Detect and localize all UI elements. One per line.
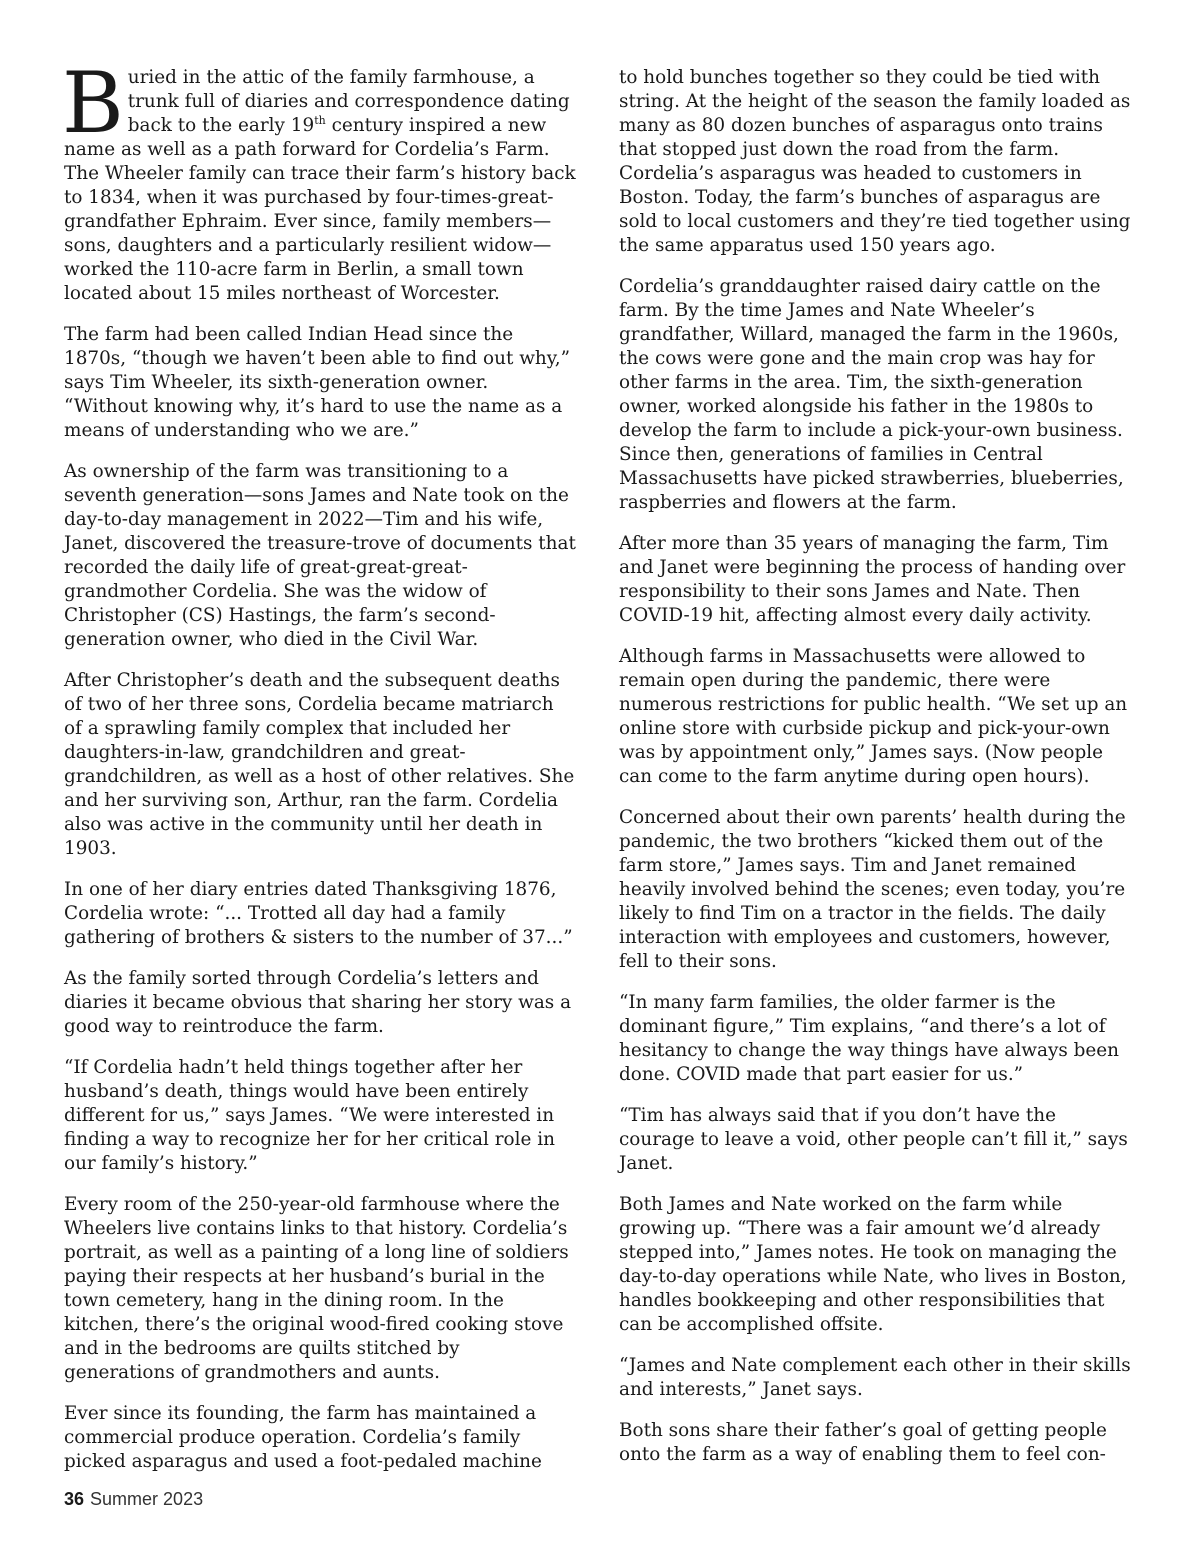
page-number: 36 [64,1489,85,1509]
paragraph-intro-text-a: uried in the attic of the family farmhouse, a trunk full of diaries and correspondence dating back to the early 19 [127,67,570,136]
paragraph-intro [62,54,576,306]
paragraph-right-9: “James and Nate complement each other in their skills and interests,” Janet says. [619,1355,1131,1400]
paragraph-right-8: Both James and Nate worked on the farm while growing up. “There was a fair amount we’d already stepped into,” James notes. He took on managing the day-to-day operations while Nate, who lives in Boston, handles bookkeeping and other responsibilities that can be accomplished offsite. [619,1194,1127,1335]
paragraph-right-5: Concerned about their own parents’ health during the pandemic, the two brothers “kicked them out of the farm store,” James says. Tim and Janet remained heavily involved behind the scenes; even today, you’re likely to find Tim on a tractor in the fields. The daily interaction with employees and customers, however, fell to their sons. [619,807,1126,972]
paragraph-left-6: As the family sorted through Cordelia’s letters and diaries it became obvious that sharing her story was a good way to reintroduce the farm. [64,968,572,1037]
paragraph-left-5: In one of her diary entries dated Thanksgiving 1876, Cordelia wrote: “... Trotted all day had a family gathering of brothers & sisters to the number of 37...” [64,879,573,948]
paragraph-right-4: Although farms in Massachusetts were allowed to remain open during the pandemic, there were numerous restrictions for public health. “We set up an online store with curbside pickup and pick-your-own was by appointment only,” James says. (Now people can come to the farm anytime during open hours). [619,646,1128,787]
paragraph-right-1: to hold bunches together so they could be tied with string. At the height of the season the family loaded as many as 80 dozen bunches of asparagus onto trains that stopped just down the road from the farm. Cordelia’s asparagus was headed to customers in Boston. Today, the farm’s bunches of asparagus are sold to local customers and they’re tied together using the same apparatus used 150 years ago. [619,67,1131,256]
paragraph-right-3: After more than 35 years of managing the farm, Tim and Janet were beginning the process of handing over responsibility to their sons James and Nate. Then COVID-19 hit, affecting almost every daily activity. [619,533,1126,626]
paragraph-left-8: Every room of the 250-year-old farmhouse where the Wheelers live contains links to that history. Cordelia’s portrait, as well as a painting of a long line of soldiers paying their respects at her husband’s burial in the town cemetery, hang in the dining room. In the kitchen, there’s the original wood-fired cooking stove and in the bedrooms are quilts stitched by generations of grandmothers and aunts. [64,1194,569,1383]
paragraph-left-7: “If Cordelia hadn’t held things together after her husband’s death, things would have been entirely different for us,” says James. “We were interested in finding a way to recognize her for her critical role in our family’s history.” [64,1057,555,1174]
paragraph-right-10: Both sons share their father’s goal of getting people onto the farm as a way of enabling them to feel con- [619,1420,1107,1465]
paragraph-right-7: “Tim has always said that if you don’t have the courage to leave a void, other people can’t fill it,” says Janet. [619,1105,1128,1174]
issue-label: Summer 2023 [90,1489,204,1509]
paragraph-left-3: As ownership of the farm was transitioning to a seventh generation—sons James and Nate took on the day-to-day management in 2022—Tim and his wife, Janet, discovered the treasure-trove of documents that recorded the daily life of great-great-great-grandmother Cordelia. She was the widow of Christopher (CS) Hastings, the farm’s second-generation owner, who died in the Civil War. [64,461,576,650]
drop-cap: B [62,54,124,152]
paragraph-left-9: Ever since its founding, the farm has maintained a commercial produce operation. Cordelia’s family picked asparagus and used a foot-pedaled machine [64,1403,542,1472]
paragraph-left-4: After Christopher’s death and the subsequent deaths of two of her three sons, Cordelia became matriarch of a sprawling family complex that included her daughters-in-law, grandchildren and great-grandchildren, as well as a host of other relatives. She and her surviving son, Arthur, ran the farm. Cordelia also was active in the community until her death in 1903. [64,670,575,859]
left-column [62,54,576,1491]
right-column [619,66,1131,1484]
superscript-th: th [314,113,326,127]
paragraph-right-2: Cordelia’s granddaughter raised dairy cattle on the farm. By the time James and Nate Wheeler’s grandfather, Willard, managed the farm in the 1960s, the cows were gone and the main crop was hay for other farms in the area. Tim, the sixth-generation owner, worked alongside his father in the 1980s to develop the farm to include a pick-your-own business. Since then, generations of families in Central Massachusetts have picked strawberries, blueberries, raspberries and flowers at the farm. [619,276,1124,513]
paragraph-intro-text-b: century inspired a new name as well as a path forward for Cordelia’s Farm. The Wheeler family can trace their farm’s history back to 1834, when it was purchased by four-times-great-grandfather Ephraim. Ever since, family members—sons, daughters and a particularly resilient widow—worked the 110-acre farm in Berlin, a small town located about 15 miles northeast of Worcester. [64,115,576,304]
paragraph-right-6: “In many farm families, the older farmer is the dominant figure,” Tim explains, “and there’s a lot of hesitancy to change the way things have always been done. COVID made that part easier for us.” [619,992,1120,1085]
paragraph-left-2: The farm had been called Indian Head since the 1870s, “though we haven’t been able to find out why,” says Tim Wheeler, its sixth-generation owner. “Without knowing why, it’s hard to use the name as a means of understanding who we are.” [64,324,570,441]
page-footer [64,1489,203,1510]
